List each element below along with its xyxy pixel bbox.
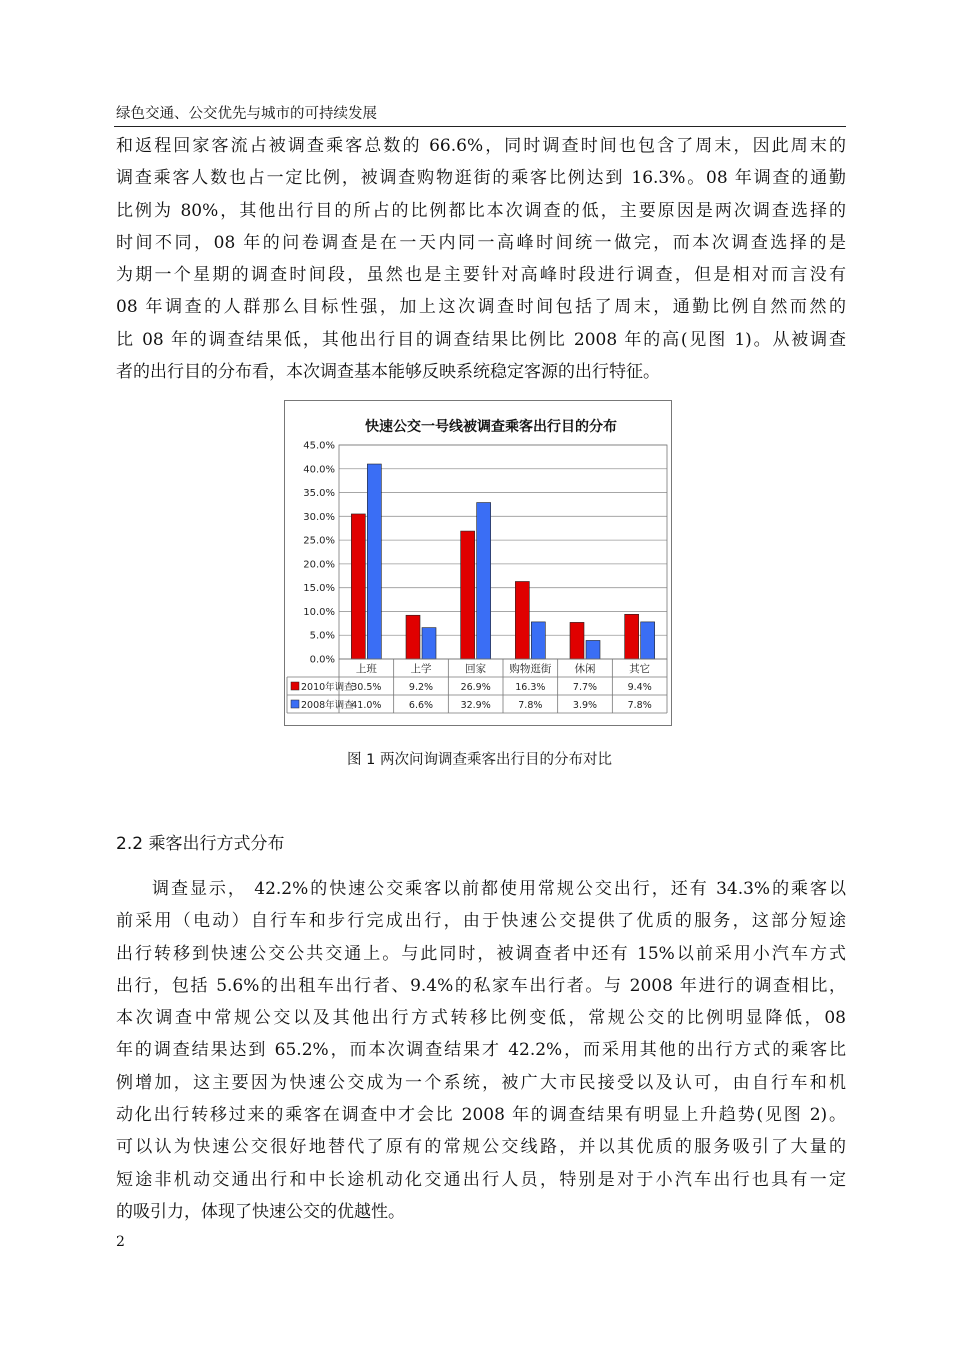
- data-label: 16.3%: [515, 682, 546, 693]
- bar-2008: [641, 622, 655, 659]
- data-label: 7.8%: [627, 700, 652, 711]
- bar-2010: [570, 622, 584, 659]
- paragraph-line: 调查显示， 42.2%的快速公交乘客以前都使用常规公交出行，还有 34.3%的乘客以: [152, 879, 846, 899]
- plot-area: [339, 445, 667, 659]
- paragraph-line: 比 08 年的调查结果低，其他出行目的调查结果比例比 2008 年的高(见图 1)。从被调查: [116, 329, 846, 350]
- paragraph-line: 本次调查中常规公交以及其他出行方式转移比例变低，常规公交的比例明显降低，08: [116, 1008, 846, 1029]
- y-tick-label: 15.0%: [303, 583, 335, 595]
- paragraph-line: 前采用（电动）自行车和步行完成出行，由于快速公交提供了优质的服务，这部分短途: [116, 911, 846, 932]
- paragraph-line: 可以认为快速公交很好地替代了原有的常规公交线路，并以其优质的服务吸引了大量的: [116, 1137, 846, 1158]
- x-tick-label: 购物逛街: [509, 663, 552, 675]
- paragraph-line: 调查乘客人数也占一定比例，被调查购物逛街的乘客比例达到 16.3%。08 年调查的通勤: [116, 168, 846, 189]
- figure-1-chart: [284, 400, 672, 726]
- bar-2010: [625, 614, 639, 659]
- legend-entry: 2010年调查: [301, 682, 354, 693]
- x-tick-label: 其它: [629, 663, 651, 675]
- paragraph-2: [116, 873, 846, 1228]
- header-rule: [114, 126, 846, 127]
- legend-swatch-2010: [291, 682, 299, 690]
- y-tick-label: 5.0%: [309, 630, 335, 642]
- paragraph-line: 的吸引力，体现了快速公交的优越性。: [116, 1201, 405, 1222]
- chart-svg: [285, 401, 671, 725]
- figure-caption: 图 1 两次问询调查乘客出行目的分布对比: [347, 752, 612, 768]
- data-label: 9.2%: [408, 682, 434, 693]
- paragraph-line: 时间不同，08 年的问卷调查是在一天内同一高峰时间统一做完，而本次调查选择的是: [116, 232, 846, 253]
- section-heading: 2.2 乘客出行方式分布: [116, 834, 285, 854]
- chart-title: 快速公交一号线被调查乘客出行目的分布: [365, 419, 617, 435]
- paragraph-1: [116, 130, 846, 388]
- y-tick-label: 40.0%: [303, 464, 335, 476]
- y-tick-label: 0.0%: [309, 654, 335, 666]
- data-label: 7.7%: [572, 682, 598, 693]
- y-tick-label: 30.0%: [303, 511, 335, 523]
- bar-2010: [515, 581, 529, 659]
- data-label: 6.6%: [408, 700, 434, 711]
- paragraph-line: 短途非机动交通出行和中长途机动化交通出行人员，特别是对于小汽车出行也具有一定: [116, 1169, 846, 1190]
- legend-entry: 2008年调查: [301, 700, 354, 711]
- data-label: 32.9%: [460, 700, 491, 711]
- data-label: 7.8%: [518, 700, 543, 711]
- y-tick-label: 20.0%: [303, 559, 335, 571]
- y-tick-label: 25.0%: [303, 535, 335, 547]
- running-header: 绿色交通、公交优先与城市的可持续发展: [116, 106, 377, 122]
- bar-2010: [351, 514, 365, 659]
- paragraph-line: 为期一个星期的调查时间段，虽然也是主要针对高峰时段进行调查，但是相对而言没有: [116, 265, 846, 286]
- y-tick-label: 45.0%: [303, 440, 335, 452]
- bar-2008: [367, 464, 381, 659]
- data-label: 3.9%: [572, 700, 598, 711]
- paragraph-line: 08 年调查的人群那么目标性强，加上这次调查时间包括了周末，通勤比例自然而然的: [116, 297, 846, 318]
- data-label: 30.5%: [351, 682, 382, 693]
- paragraph-line: 者的出行目的分布看，本次调查基本能够反映系统稳定客源的出行特征。: [116, 362, 660, 383]
- data-label: 9.4%: [627, 682, 652, 693]
- x-tick-label: 休闲: [574, 663, 596, 675]
- bar-2010: [406, 615, 420, 659]
- y-tick-label: 35.0%: [303, 488, 335, 500]
- paragraph-line: 和返程回家客流占被调查乘客总数的 66.6%，同时调查时间也包含了周末，因此周末的: [116, 136, 846, 156]
- page-number: 2: [116, 1234, 125, 1250]
- x-tick-label: 上学: [410, 663, 432, 675]
- legend-swatch-2008: [291, 700, 299, 708]
- paragraph-line: 例增加，这主要因为快速公交成为一个系统，被广大市民接受以及认可，由自行车和机: [116, 1072, 846, 1093]
- paragraph-line: 比例为 80%，其他出行目的所占的比例都比本次调查的低，主要原因是两次调查选择的: [116, 200, 846, 221]
- bar-2008: [531, 622, 545, 659]
- paragraph-line: 动化出行转移过来的乘客在调查中才会比 2008 年的调查结果有明显上升趋势(见图 2)。: [116, 1105, 846, 1126]
- paragraph-line: 出行，包括 5.6%的出租车出行者、9.4%的私家车出行者。与 2008 年进行的调查相比，: [116, 975, 846, 996]
- paragraph-line: 年的调查结果达到 65.2%，而本次调查结果才 42.2%，而采用其他的出行方式的乘客比: [116, 1040, 846, 1061]
- paragraph-line: 出行转移到快速公交公共交通上。与此同时，被调查者中还有 15%以前采用小汽车方式: [116, 943, 846, 964]
- y-tick-label: 10.0%: [303, 606, 335, 618]
- x-tick-label: 回家: [465, 663, 487, 675]
- data-label: 41.0%: [351, 700, 382, 711]
- x-tick-label: 上班: [355, 663, 377, 675]
- bar-2008: [586, 640, 600, 659]
- data-label: 26.9%: [460, 682, 491, 693]
- bar-2008: [477, 503, 491, 659]
- bar-2010: [461, 531, 475, 659]
- bar-2008: [422, 628, 436, 659]
